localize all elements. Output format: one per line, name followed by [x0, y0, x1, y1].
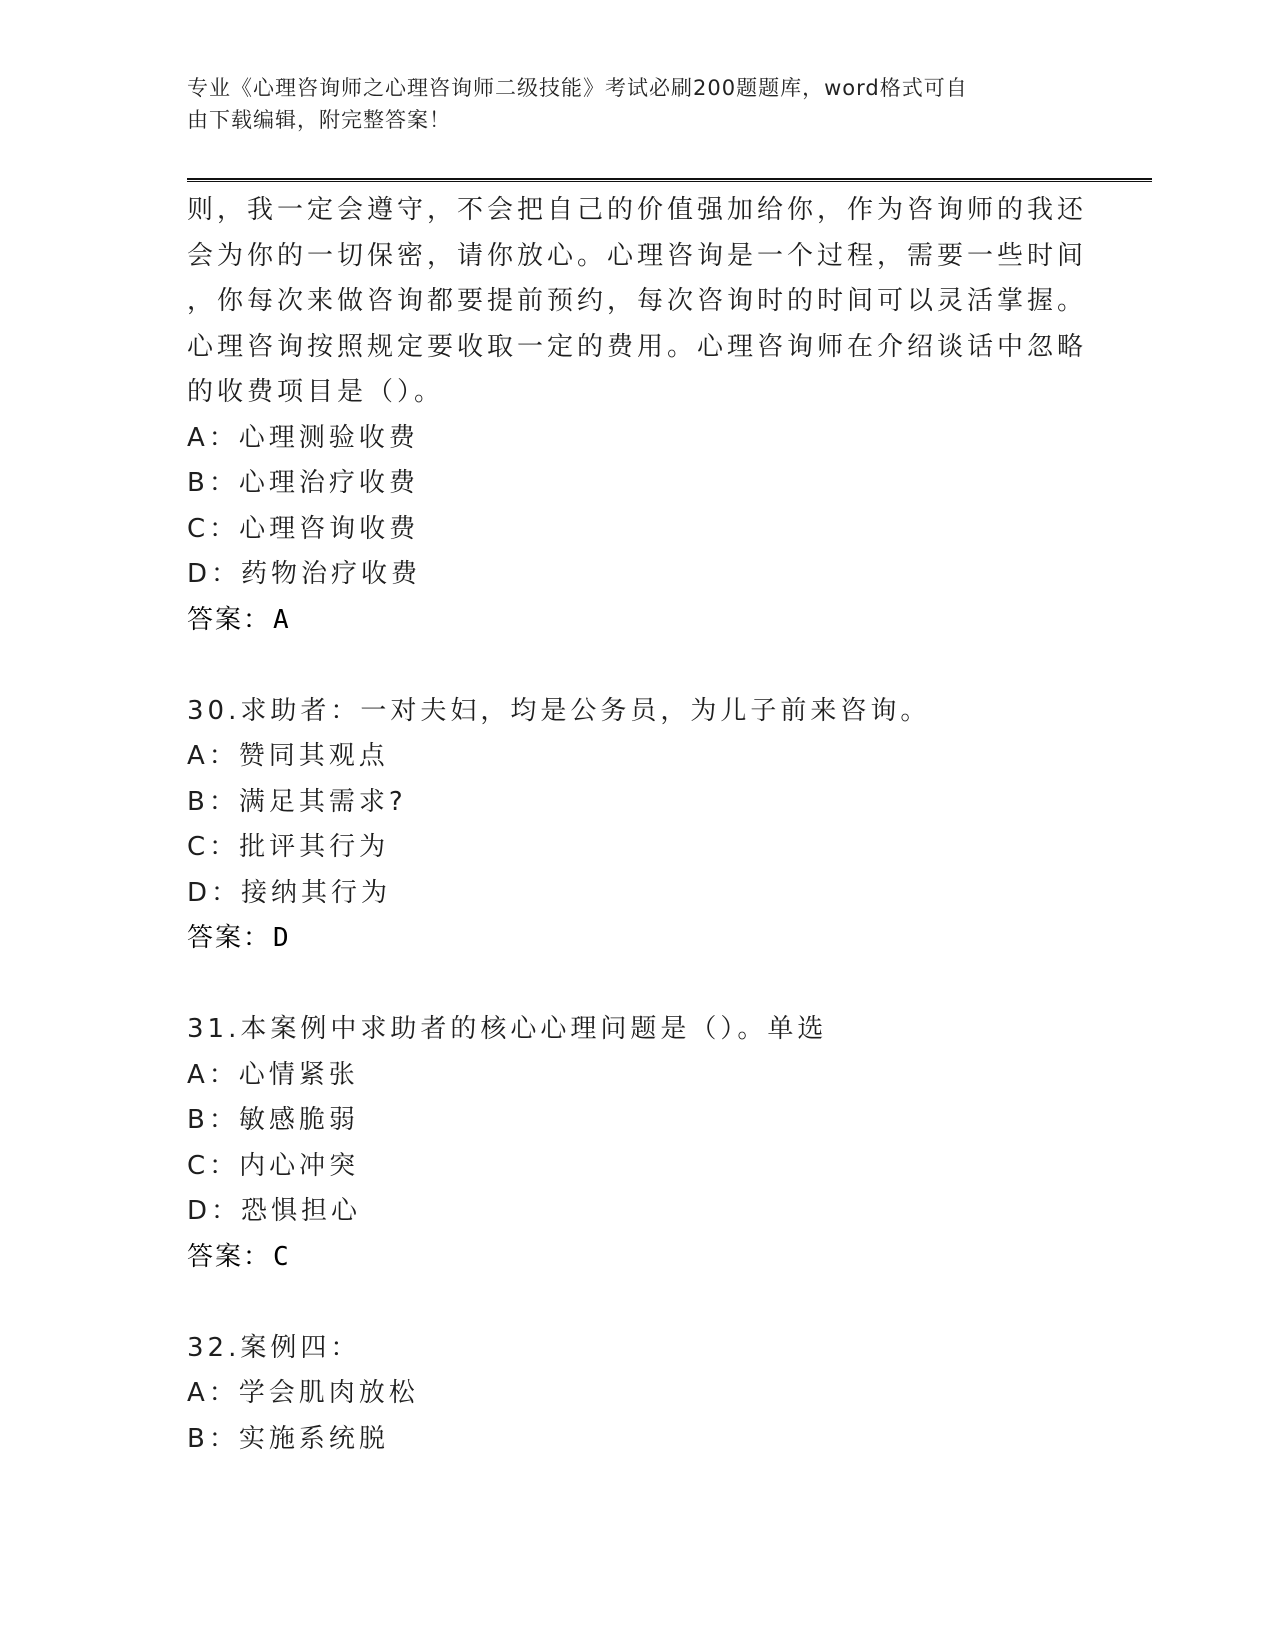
spacer [187, 643, 1087, 689]
answer-line [187, 916, 1087, 962]
answer-label: 答案： [187, 604, 272, 635]
question-text-line: 会为你的一切保密，请你放心。心理咨询是一个过程，需要一些时间 [187, 240, 1088, 271]
question-30 [187, 689, 1087, 962]
question-text-line: 心理咨询按照规定要收取一定的费用。心理咨询师在介绍谈话中忽略 [187, 331, 1088, 362]
option-a: A：赞同其观点 [187, 741, 389, 771]
header-line-1: 专业《心理咨询师之心理咨询师二级技能》考试必刷200题题库，word格式可自 [187, 76, 968, 100]
option-b: B：敏感脆弱 [187, 1105, 359, 1135]
option-a: A：心情紧张 [187, 1059, 359, 1090]
option-c: C：心理咨询收费 [187, 513, 420, 544]
answer-line [187, 1235, 1087, 1281]
answer-value: C [273, 1241, 291, 1272]
question-text-line: 则，我一定会遵守，不会把自己的价值强加给你，作为咨询师的我还 [187, 195, 1088, 225]
option-d: D：恐惧担心 [187, 1196, 362, 1226]
answer-value: D [273, 923, 291, 953]
question-stem: 31.本案例中求助者的核心心理问题是（）。单选 [187, 1014, 828, 1044]
question-text-line: 的收费项目是（）。 [187, 377, 445, 407]
question-text-line: ，你每次来做咨询都要提前预约，每次咨询时的时间可以灵活掌握。 [187, 286, 1088, 316]
option-b: B：满足其需求? [187, 786, 407, 817]
question-31 [187, 1007, 1087, 1280]
document-body [187, 188, 1087, 1462]
header-divider [187, 178, 1152, 182]
option-c: C：批评其行为 [187, 832, 390, 862]
answer-value: A [273, 604, 291, 635]
option-d: D：药物治疗收费 [187, 559, 422, 589]
question-stem: 30.求助者：一对夫妇，均是公务员，为儿子前来咨询。 [187, 695, 931, 726]
spacer [187, 962, 1087, 1008]
answer-label: 答案： [187, 1241, 272, 1272]
option-b: B：心理治疗收费 [187, 468, 419, 498]
question-continued [187, 188, 1087, 643]
option-b: B：实施系统脱 [187, 1423, 389, 1454]
page-header [187, 72, 1067, 136]
option-a: A：心理测验收费 [187, 422, 419, 453]
question-32 [187, 1326, 1087, 1463]
spacer [187, 1280, 1087, 1326]
answer-label: 答案： [187, 923, 272, 953]
option-a: A：学会肌肉放松 [187, 1378, 419, 1408]
answer-line [187, 598, 1087, 644]
question-stem: 32.案例四： [187, 1332, 361, 1363]
option-c: C：内心冲突 [187, 1150, 360, 1181]
header-line-2: 由下载编辑，附完整答案！ [187, 108, 451, 132]
option-d: D：接纳其行为 [187, 877, 392, 908]
